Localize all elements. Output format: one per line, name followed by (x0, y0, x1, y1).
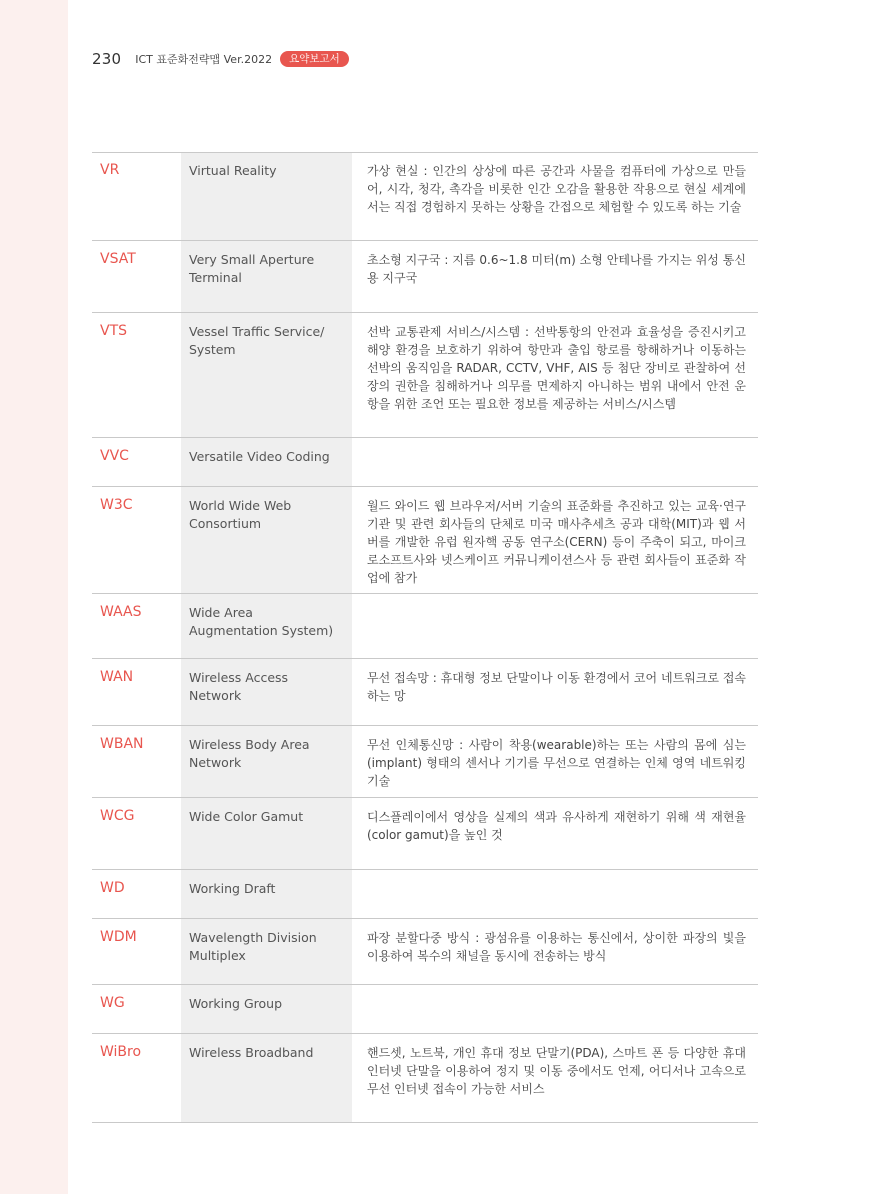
term-full-name: Wireless Body Area Network (181, 726, 352, 798)
term-full-name: Very Small Aperture Terminal (181, 241, 352, 313)
term-abbreviation: WD (92, 870, 181, 919)
term-abbreviation: WDM (92, 919, 181, 985)
term-abbreviation: VSAT (92, 241, 181, 313)
page-number: 230 (92, 50, 122, 68)
term-abbreviation: WAAS (92, 594, 181, 659)
term-full-name: Wide Area Augmentation System) (181, 594, 352, 659)
term-description: 무선 인체통신망 : 사람이 착용(wearable)하는 또는 사람의 몸에 심는 (implant) 형태의 센서나 기기를 무선으로 연결하는 인체 영역 네트워킹 기술 (367, 738, 746, 788)
term-description (352, 438, 758, 487)
page-header (92, 46, 349, 72)
term-description: 가상 현실 : 인간의 상상에 따른 공간과 사물을 컴퓨터에 가상으로 만들어, 시각, 청각, 촉각을 비롯한 인간 오감을 활용한 작용으로 현실 세계에서는 직접 경험하지 못하는 상황을 간접으로 체험할 수 있도록 하는 기술 (367, 164, 746, 214)
term-abbreviation: WG (92, 985, 181, 1034)
document-title: ICT 표준화전략맵 Ver.2022 (135, 53, 273, 66)
term-full-name: Wide Color Gamut (181, 798, 352, 870)
term-full-name: Vessel Traffic Service/ System (181, 313, 352, 438)
term-description: 월드 와이드 웹 브라우저/서버 기술의 표준화를 추진하고 있는 교육·연구 기관 및 관련 회사들의 단체로 미국 매사추세츠 공과 대학(MIT)과 웹 서버를 개발한 유럽 원자핵 공동 연구소(CERN) 등이 주축이 되고, 마이크로소프트사와 넷스케이프 커뮤니케이션스사 등 관련 회사들이 표준화 작업에 참가 (367, 499, 746, 585)
term-description: 초소형 지구국 : 지름 0.6~1.8 미터(m) 소형 안테나를 가지는 위성 통신용 지구국 (367, 253, 746, 285)
term-description: 무선 접속망 : 휴대형 정보 단말이나 이동 환경에서 코어 네트워크로 접속하는 망 (367, 671, 746, 703)
term-full-name: Versatile Video Coding (181, 438, 352, 487)
term-abbreviation: VVC (92, 438, 181, 487)
glossary-row (92, 726, 758, 798)
glossary-table (92, 152, 758, 1123)
term-description (352, 594, 758, 659)
glossary-row (92, 1034, 758, 1123)
term-description: 선박 교통관제 서비스/시스템 : 선박통항의 안전과 효율성을 증진시키고 해양 환경을 보호하기 위하여 항만과 출입 항로를 항해하거나 이동하는 선박의 움직임을 RADAR, CCTV, VHF, AIS 등 첨단 장비로 관찰하여 선장의 권한을 침해하거나 의무를 면제하지 아니하는 범위 내에서 안전 운항을 위한 조언 또는 필요한 정보를 제공하는 서비스/시스템 (367, 325, 746, 411)
term-full-name: Virtual Reality (181, 152, 352, 241)
glossary-row (92, 241, 758, 313)
term-abbreviation: WiBro (92, 1034, 181, 1123)
term-full-name: Wireless Broadband (181, 1034, 352, 1123)
term-full-name: Working Draft (181, 870, 352, 919)
section-badge: 요약보고서 (280, 51, 349, 67)
term-full-name: Wireless Access Network (181, 659, 352, 726)
term-abbreviation: W3C (92, 487, 181, 594)
term-description: 핸드셋, 노트북, 개인 휴대 정보 단말기(PDA), 스마트 폰 등 다양한 휴대 인터넷 단말을 이용하여 정지 및 이동 중에서도 언제, 어디서나 고속으로 무선 인터넷 접속이 가능한 서비스 (367, 1046, 746, 1096)
term-description (352, 870, 758, 919)
term-abbreviation: WBAN (92, 726, 181, 798)
glossary-row (92, 798, 758, 870)
term-abbreviation: WAN (92, 659, 181, 726)
glossary-row (92, 659, 758, 726)
glossary-row (92, 870, 758, 919)
glossary-row (92, 985, 758, 1034)
term-description: 디스플레이에서 영상을 실제의 색과 유사하게 재현하기 위해 색 재현율(color gamut)을 높인 것 (367, 810, 746, 842)
side-margin-band (0, 0, 68, 1194)
term-full-name: World Wide Web Consortium (181, 487, 352, 594)
term-full-name: Wavelength Division Multiplex (181, 919, 352, 985)
term-description: 파장 분할다중 방식 : 광섬유를 이용하는 통신에서, 상이한 파장의 빛을 이용하여 복수의 채널을 동시에 전송하는 방식 (367, 931, 746, 963)
term-abbreviation: WCG (92, 798, 181, 870)
term-abbreviation: VTS (92, 313, 181, 438)
glossary-row (92, 919, 758, 985)
term-abbreviation: VR (92, 152, 181, 241)
glossary-row (92, 313, 758, 438)
glossary-row (92, 594, 758, 659)
term-full-name: Working Group (181, 985, 352, 1034)
term-description (352, 985, 758, 1034)
glossary-row (92, 487, 758, 594)
glossary-row (92, 438, 758, 487)
glossary-row (92, 152, 758, 241)
